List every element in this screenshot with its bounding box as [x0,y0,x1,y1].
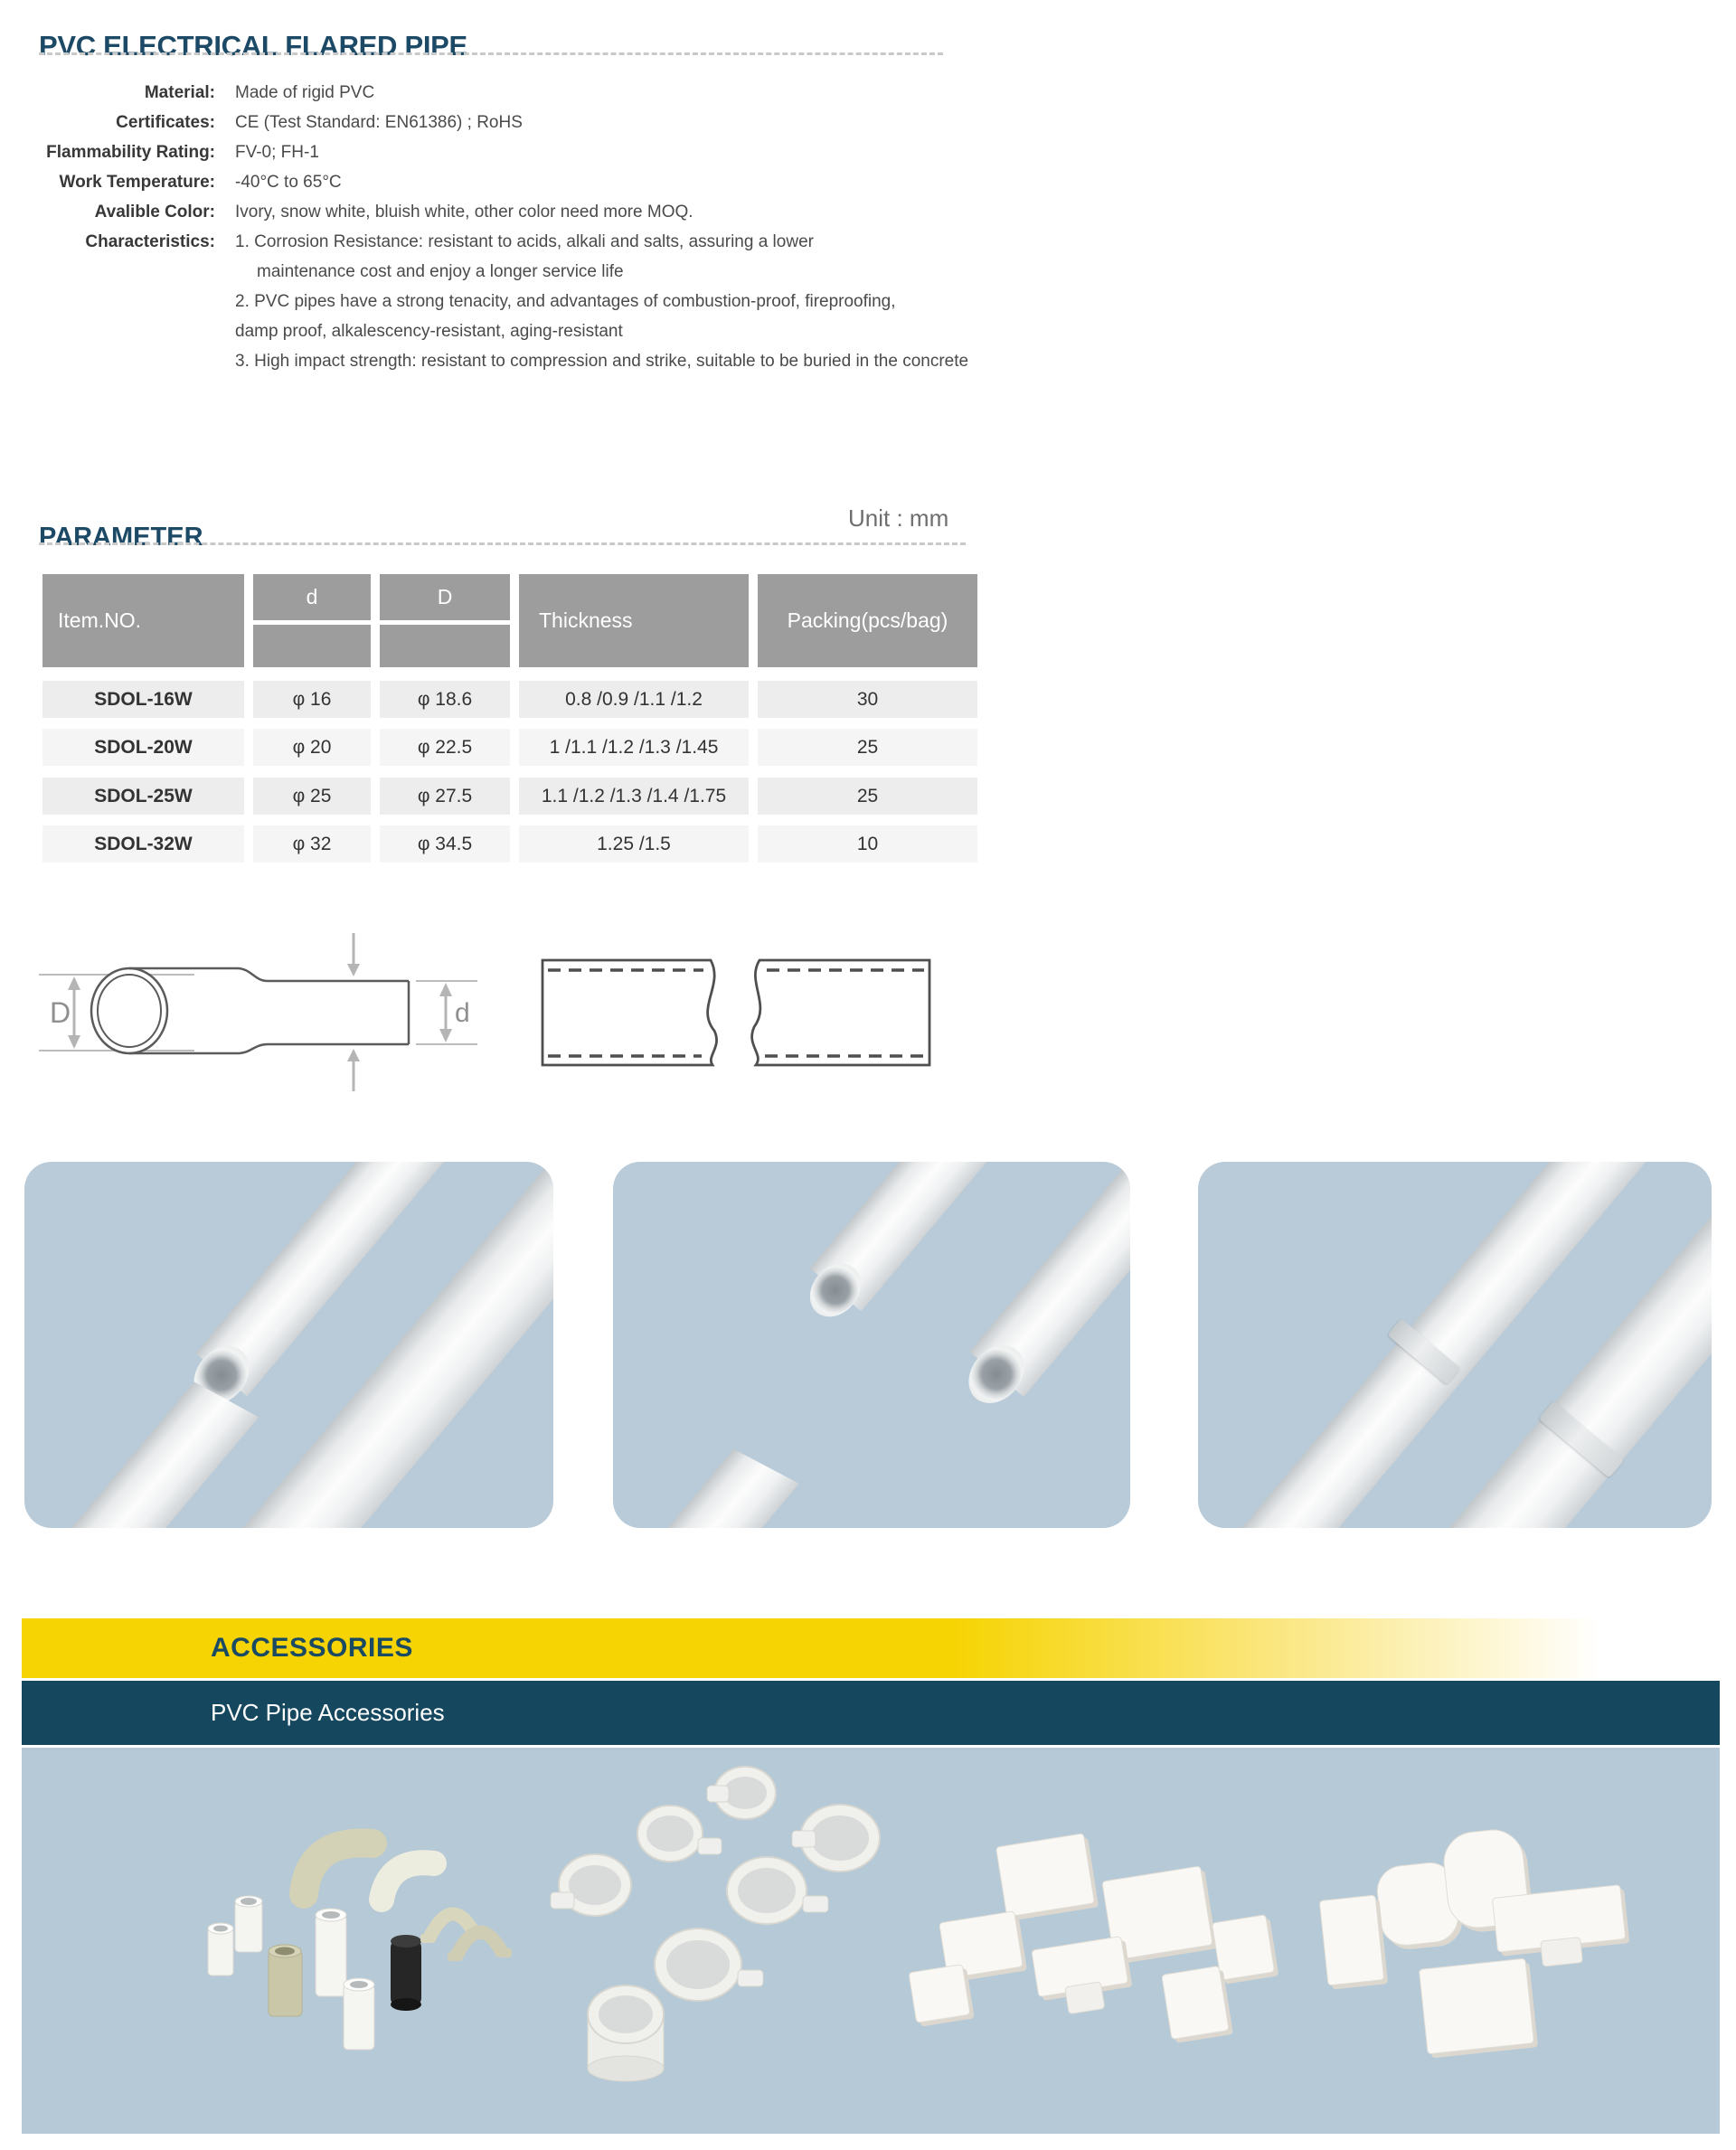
saddle-clip [448,1932,512,1961]
col-header-D-sub [380,625,510,667]
spec-value: 3. High impact strength: resistant to compression and strike, suitable to be buried in the concrete [235,352,969,371]
spec-value: damp proof, alkalescency-resistant, aging-resistant [235,322,623,341]
cell-D: φ 22.5 [380,729,510,766]
diagram-label-d: d [455,998,470,1028]
trunking-piece [996,1833,1099,1921]
title-divider [39,52,943,55]
coupler-fitting [235,1896,262,1952]
product-photo-flared-pipes-1 [24,1162,553,1528]
accessory-group-fittings [208,1843,512,2050]
cell-thickness: 1.25 /1.5 [519,825,749,863]
spec-label: Certificates: [116,113,215,132]
parameter-table [42,574,977,863]
accessories-subtitle: PVC Pipe Accessories [211,1699,445,1726]
cell-packing: 10 [758,825,977,863]
spec-label: Avalible Color: [94,203,215,222]
round-junction-box-deep [588,1985,664,2081]
trunking-piece [1419,1958,1538,2059]
cell-item: SDOL-32W [42,825,244,863]
accessories-heading: ACCESSORIES [211,1633,413,1663]
coupler-fitting [208,1923,233,1976]
spec-value: maintenance cost and enjoy a longer service life [257,262,624,281]
spec-value: Ivory, snow white, bluish white, other color need more MOQ. [235,203,693,222]
round-junction-box [727,1857,828,1924]
accessories-illustration [22,1748,1720,2134]
col-header-thickness: Thickness [519,574,749,667]
table-row [42,778,977,815]
trunking-tee-piece [1492,1884,1631,1971]
spec-value: FV-0; FH-1 [235,143,319,162]
cell-packing: 25 [758,729,977,766]
spec-label: Work Temperature: [59,173,215,192]
cell-d: φ 32 [253,825,371,863]
spec-value: -40°C to 65°C [235,173,342,192]
cell-D: φ 34.5 [380,825,510,863]
cell-packing: 25 [758,778,977,815]
black-sleeve-fitting [391,1935,421,2011]
dimension-diagrams [0,904,995,1112]
cell-D: φ 27.5 [380,778,510,815]
cell-item: SDOL-20W [42,729,244,766]
cell-d: φ 20 [253,729,371,766]
cell-d: φ 16 [253,681,371,718]
col-header-d-sub [253,625,371,667]
col-header-item: Item.NO. [42,574,244,667]
col-header-packing: Packing(pcs/bag) [758,574,977,667]
cell-thickness: 1 /1.1 /1.2 /1.3 /1.45 [519,729,749,766]
cell-d: φ 25 [253,778,371,815]
table-row [42,825,977,863]
pipe-image [613,1438,799,1528]
parameter-heading: PARAMETER [39,523,203,552]
col-header-d: d [253,574,371,620]
cell-packing: 30 [758,681,977,718]
product-photo-jointed-pipes [1198,1162,1712,1528]
spec-label: Flammability Rating: [46,143,215,162]
table-row [42,681,977,718]
trunking-piece [1319,1895,1388,1990]
cell-item: SDOL-25W [42,778,244,815]
cell-D: φ 18.6 [380,681,510,718]
round-junction-box [655,1928,763,2001]
cut-pipe-diagram [542,960,929,1065]
table-row [42,729,977,766]
round-junction-box [637,1806,722,1862]
elbow-fitting [304,1843,373,1894]
spec-value: Made of rigid PVC [235,83,375,102]
page-title: PVC ELECTRICAL FLARED PIPE [39,29,467,61]
accessories-banner [22,1618,1720,1678]
coupler-fitting [344,1978,374,2050]
spec-label: Material: [144,83,215,102]
diagram-label-D: D [50,996,71,1029]
cell-thickness: 0.8 /0.9 /1.1 /1.2 [519,681,749,718]
cell-item: SDOL-16W [42,681,244,718]
round-junction-box [707,1767,776,1819]
flared-pipe-diagram [39,933,477,1091]
accessory-group-junction-boxes [551,1767,880,2081]
cell-thickness: 1.1 /1.2 /1.3 /1.4 /1.75 [519,778,749,815]
round-junction-box [792,1805,880,1872]
coupler-fitting-olive [269,1945,302,2016]
spec-value: 1. Corrosion Resistance: resistant to acids, alkali and salts, assuring a lower [235,232,814,251]
pipe-image [33,1162,553,1528]
col-header-D: D [380,574,510,620]
coupler-fitting [316,1909,346,1996]
round-junction-box [551,1854,631,1916]
trunking-tee-piece [1032,1936,1136,2018]
unit-label: Unit : mm [848,504,949,532]
accessories-subheader-bar [22,1681,1720,1745]
accessories-photo [22,1748,1720,2134]
spec-value: 2. PVC pipes have a strong tenacity, and advantages of combustion-proof, fireproofing, [235,292,896,311]
spec-value: CE (Test Standard: EN61386) ; RoHS [235,113,523,132]
product-photo-flared-pipes-2 [613,1162,1130,1528]
trunking-piece [909,1964,975,2027]
trunking-piece [1162,1966,1233,2044]
spec-label: Characteristics: [85,232,215,251]
accessory-group-trunking [909,1826,1631,2059]
elbow-fitting [382,1862,434,1900]
parameter-divider [39,542,966,545]
